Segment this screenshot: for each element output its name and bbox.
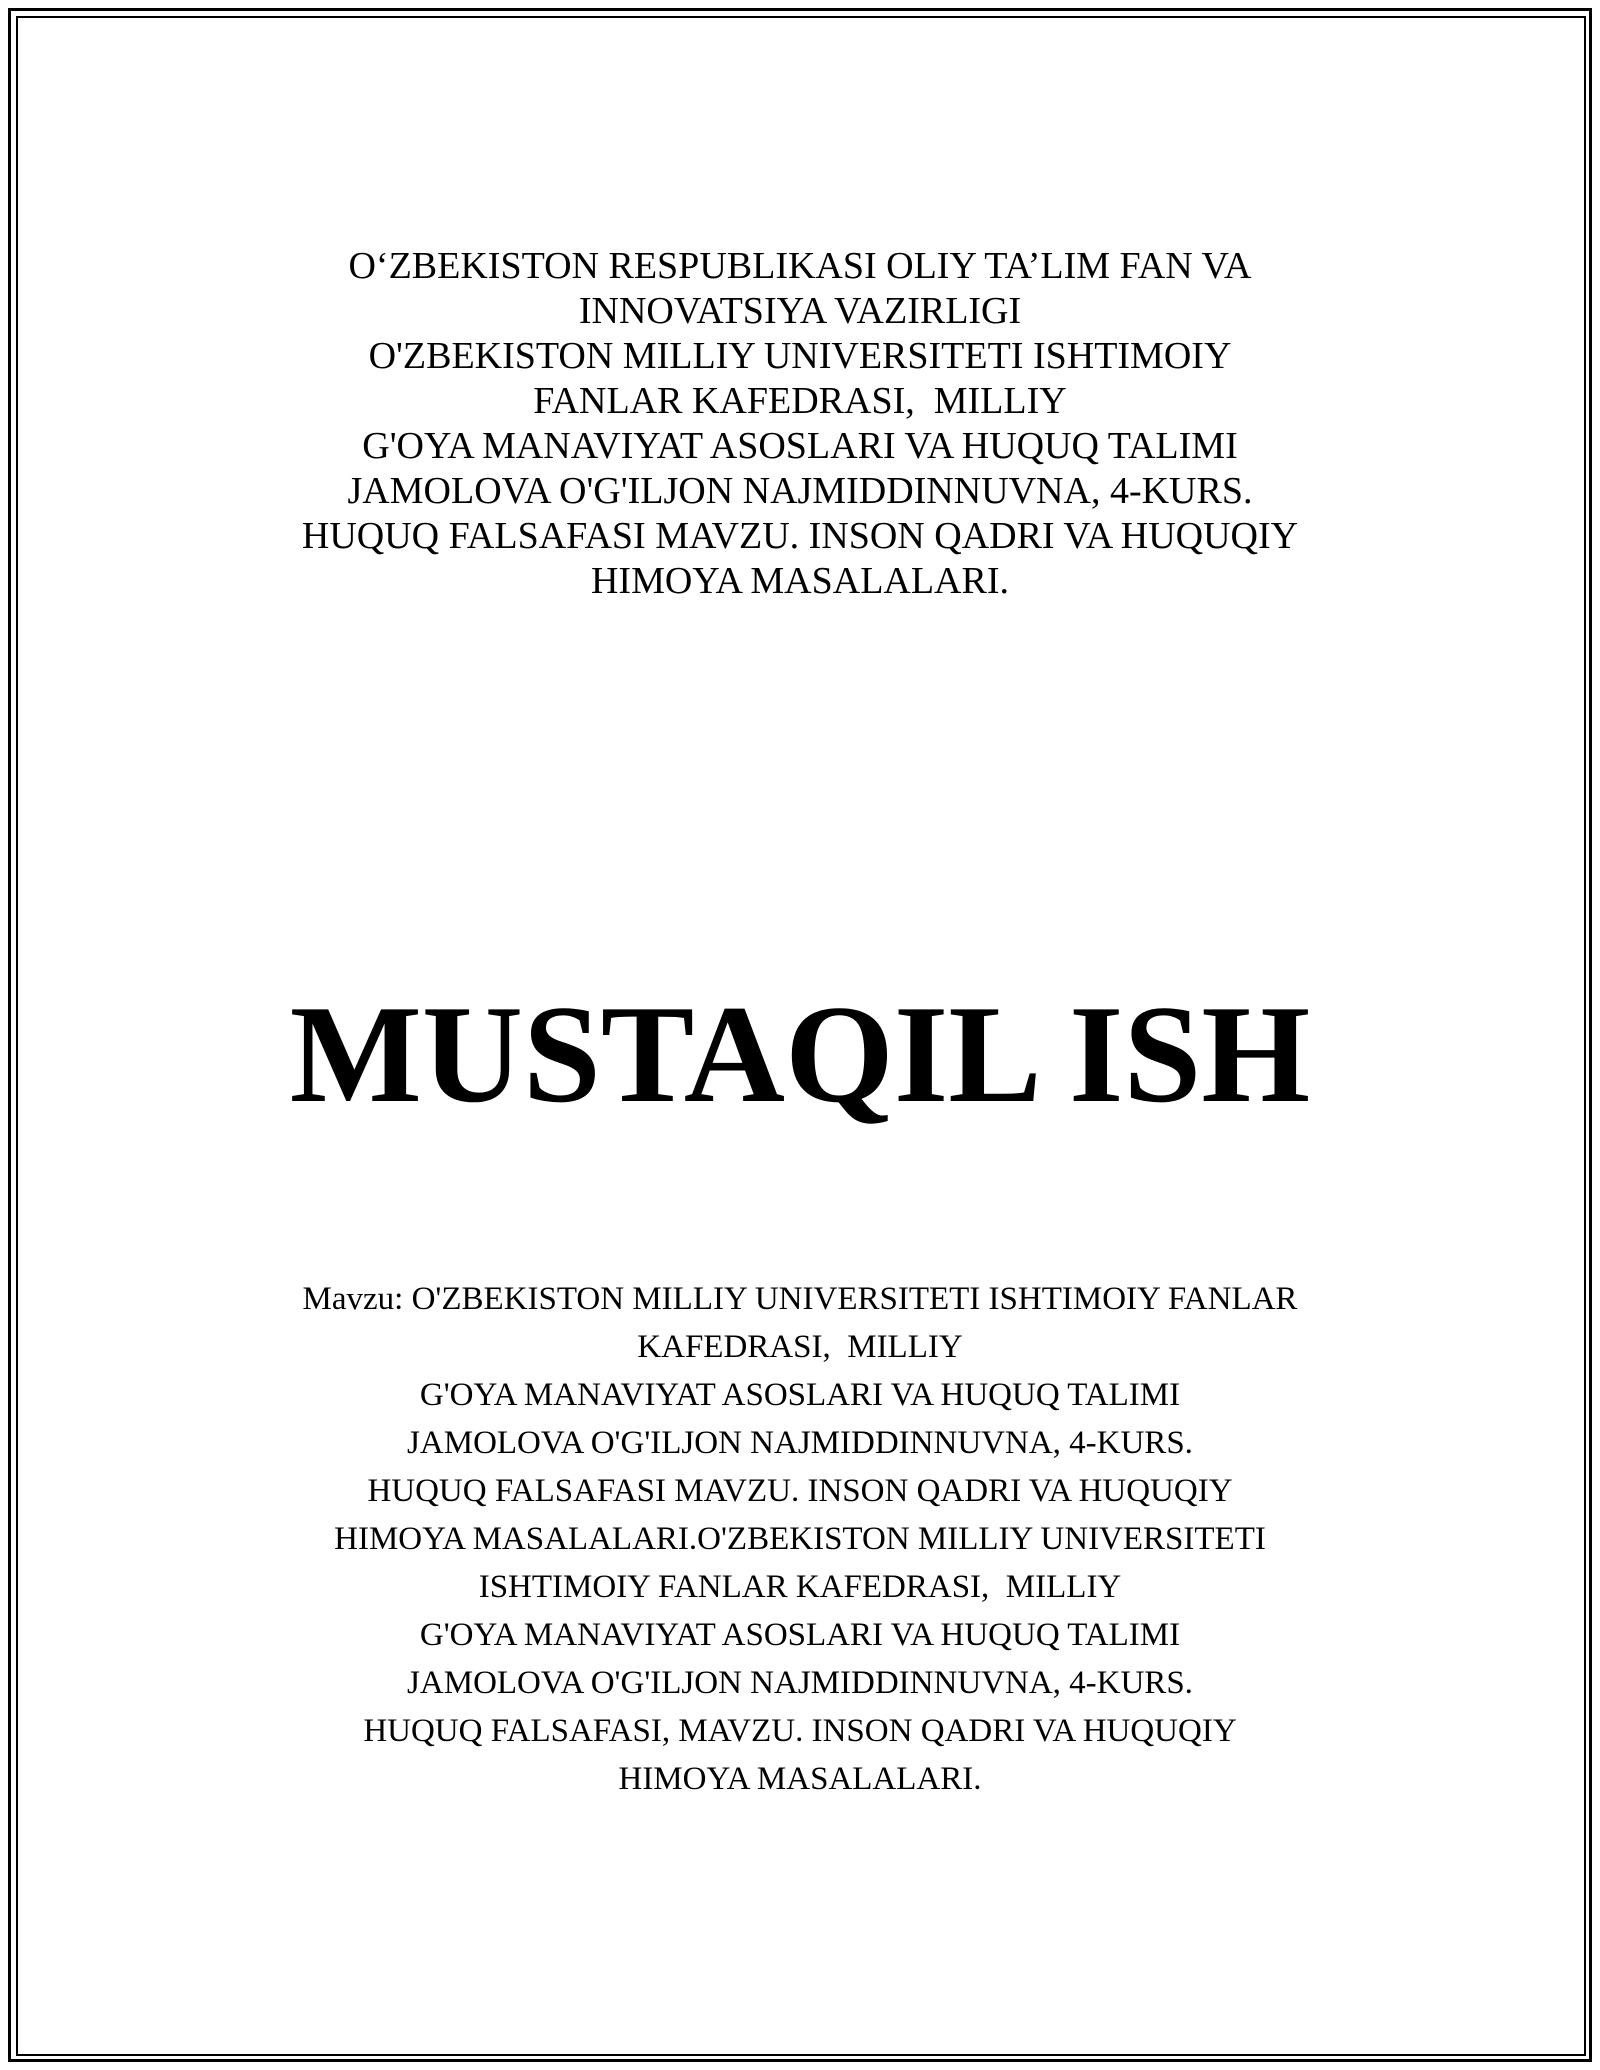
topic-line: HIMOYA MASALALARI.O'ZBEKISTON MILLIY UNIVERSITETI (334, 1521, 1266, 1557)
header-line: HUQUQ FALSAFASI MAVZU. INSON QADRI VA HUQUQIY (301, 515, 1299, 557)
topic-line: HUQUQ FALSAFASI MAVZU. INSON QADRI VA HUQUQIY (367, 1473, 1233, 1509)
header-line: O‘ZBEKISTON RESPUBLIKASI OLIY TA’LIM FAN VA (348, 245, 1252, 287)
ministry-header (0, 244, 1600, 604)
topic-line: G'OYA MANAVIYAT ASOSLARI VA HUQUQ TALIMI (419, 1377, 1181, 1413)
topic-line: HIMOYA MASALALARI. (618, 1761, 982, 1797)
topic-line: JAMOLOVA O'G'ILJON NAJMIDDINNUVNA, 4-KURS. (407, 1425, 1193, 1461)
topic-line: KAFEDRASI, MILLIY (637, 1329, 963, 1365)
topic-line: G'OYA MANAVIYAT ASOSLARI VA HUQUQ TALIMI (419, 1617, 1181, 1653)
header-line: FANLAR KAFEDRASI, MILLIY (533, 380, 1067, 422)
topic-line: JAMOLOVA O'G'ILJON NAJMIDDINNUVNA, 4-KURS. (407, 1665, 1193, 1701)
header-line: G'OYA MANAVIYAT ASOSLARI VA HUQUQ TALIMI (362, 425, 1238, 467)
header-line: HIMOYA MASALALARI. (590, 560, 1010, 602)
header-line: INNOVATSIYA VAZIRLIGI (578, 290, 1022, 332)
header-line: JAMOLOVA O'G'ILJON NAJMIDDINNUVNA, 4-KURS. (347, 470, 1253, 512)
topic-section (0, 1275, 1600, 1803)
document-title: MUSTAQIL ISH (289, 977, 1311, 1132)
topic-line: HUQUQ FALSAFASI, MAVZU. INSON QADRI VA HUQUQIY (363, 1713, 1237, 1749)
topic-line: ISHTIMOIY FANLAR KAFEDRASI, MILLIY (478, 1569, 1122, 1605)
topic-line: Mavzu: O'ZBEKISTON MILLIY UNIVERSITETI ISHTIMOIY FANLAR (302, 1281, 1298, 1317)
header-line: O'ZBEKISTON MILLIY UNIVERSITETI ISHTIMOIY (368, 335, 1232, 377)
